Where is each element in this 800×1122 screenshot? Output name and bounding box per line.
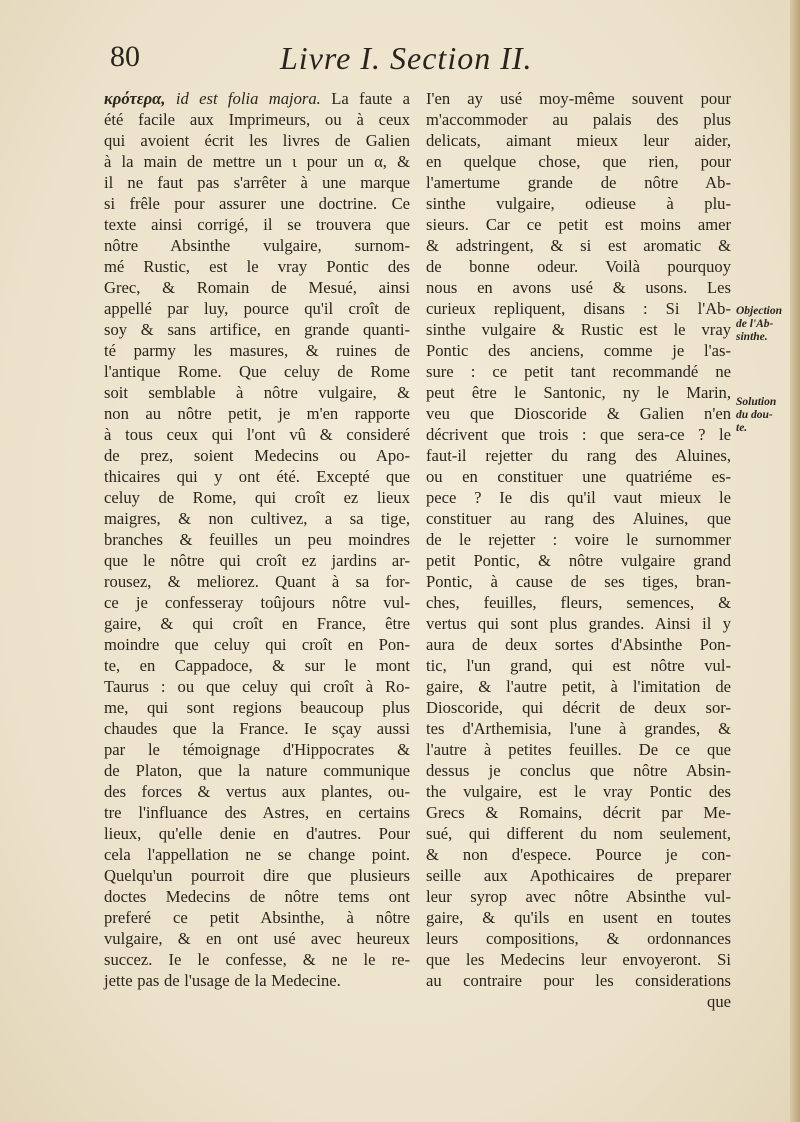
right-lines-line: au contraire pour les considerations bbox=[426, 971, 731, 990]
left-lines-line: texte ainsi corrigé, il se trouvera que bbox=[104, 215, 410, 234]
margin-note-objection-lines bbox=[736, 305, 796, 344]
left-lines-line: chaudes que la France. Ie sçay aussi bbox=[104, 719, 410, 738]
left-lines-line: succez. Ie le confesse, & ne le re- bbox=[104, 950, 410, 969]
right-lines-line: vertus qui sont plus grandes. Ainsi il y bbox=[426, 614, 731, 633]
left-lines-line: té parmy les masures, & ruines de bbox=[104, 341, 410, 360]
right-lines-line: m'accommoder au palais des plus bbox=[426, 110, 731, 129]
note1-line: de l'Ab- bbox=[736, 318, 774, 330]
left-lines-line: à la main de mettre un ι pour un α, & bbox=[104, 152, 410, 171]
right-lines-line: sué, qui different du nom seulement, bbox=[426, 824, 731, 843]
left-column-lines bbox=[104, 109, 410, 991]
right-lines-line: pece ? Ie dis qu'il vaut mieux le bbox=[426, 488, 731, 507]
left-lines-line: cela l'appellation ne se change point. bbox=[104, 845, 410, 864]
right-lines-line: leurs compositions, & ordonnances bbox=[426, 929, 731, 948]
right-lines-line: ou en constituer une quatriéme es- bbox=[426, 467, 731, 486]
left-lines-line: par le témoignage d'Hippocrates & bbox=[104, 740, 410, 759]
right-lines-line: delicats, aimant mieux leur aider, bbox=[426, 131, 731, 150]
left-lines-line: te, en Cappadoce, & sur le mont bbox=[104, 656, 410, 675]
margin-note-solution-lines bbox=[736, 396, 796, 435]
left-lines-line: branches & feuilles un peu moindres bbox=[104, 530, 410, 549]
left-lines-line: mé Rustic, est le vray Pontic des bbox=[104, 257, 410, 276]
right-lines-line: peut être le Santonic, ny le Marin, bbox=[426, 383, 731, 402]
catchword: que bbox=[707, 992, 731, 1011]
latin-gloss: id est folia majora. bbox=[175, 89, 321, 108]
right-lines-line: que les Medecins leur envoyeront. Si bbox=[426, 950, 731, 969]
right-lines-line: veu que Dioscoride & Galien n'en bbox=[426, 404, 731, 423]
right-lines-line: petit Pontic, & nôtre vulgaire grand bbox=[426, 551, 731, 570]
left-lines-line: à tous ceux qui l'ont vû & consideré bbox=[104, 425, 410, 444]
right-lines-line: ches, feuilles, fleurs, semences, & bbox=[426, 593, 731, 612]
left-lines-line: celuy de Rome, qui croît ez lieux bbox=[104, 488, 410, 507]
left-lines-line: des forces & vertus aux plantes, ou- bbox=[104, 782, 410, 801]
right-lines-line: Grecs & Romains, décrit par Me- bbox=[426, 803, 731, 822]
right-lines-line: de le rejetter : voire le surnommer bbox=[426, 530, 731, 549]
left-lines-line: tre l'influance des Astres, en certains bbox=[104, 803, 410, 822]
right-lines-line: Pontic, à cause de ses tiges, bran- bbox=[426, 572, 731, 591]
right-lines-line: sure : ce petit tant recommandé ne bbox=[426, 362, 731, 381]
right-lines-line: faut-il rejetter du rang des Aluines, bbox=[426, 446, 731, 465]
right-lines-line: Pontic des anciens, comme je l'as- bbox=[426, 341, 731, 360]
left-lines-line: rousez, & meliorez. Quant à sa for- bbox=[104, 572, 410, 591]
right-lines-line: I'en ay usé moy-même souvent pour bbox=[426, 89, 731, 108]
note2-line: te. bbox=[736, 422, 748, 434]
greek-word: κρότερα, bbox=[104, 89, 166, 108]
right-lines-line: constituer au rang des Aluines, que bbox=[426, 509, 731, 528]
right-lines-line: tic, l'un grand, qui est nôtre vul- bbox=[426, 656, 731, 675]
left-lines-line: que le nôtre qui croît ez jardins ar- bbox=[104, 551, 410, 570]
left-lines-line: lieux, qu'elle denie en d'autres. Pour bbox=[104, 824, 410, 843]
left-lines-line: Quelqu'un pourroit dire que plusieurs bbox=[104, 866, 410, 885]
right-lines-line: nous en avons usé & usons. Les bbox=[426, 278, 731, 297]
right-lines-line: l'autre à petites feuilles. De ce que bbox=[426, 740, 731, 759]
margin-note-objection bbox=[736, 305, 796, 344]
page-number: 80 bbox=[110, 40, 140, 73]
note1-line: sinthe. bbox=[736, 331, 768, 343]
running-head: Livre I. Section II. bbox=[280, 40, 533, 76]
left-lines-line: Taurus : ou que celuy qui croît à Ro- bbox=[104, 677, 410, 696]
right-lines-line: & adstringent, & si est aromatic & bbox=[426, 236, 731, 255]
right-lines-line: & non d'espece. Pource je con- bbox=[426, 845, 731, 864]
left-lines-line: ce je confesseray toûjours nôtre vul- bbox=[104, 593, 410, 612]
right-lines-line: l'amertume grande de nôtre Ab- bbox=[426, 173, 731, 192]
page-header bbox=[100, 40, 740, 84]
note2-line: du dou- bbox=[736, 409, 773, 421]
note1-line: Objection bbox=[736, 305, 782, 317]
left-lines-line: nôtre Absinthe vulgaire, surnom- bbox=[104, 236, 410, 255]
right-lines-line: sieurs. Car ce petit est moins amer bbox=[426, 215, 731, 234]
right-lines-line: sinthe vulgaire & Rustic est le vray bbox=[426, 320, 731, 339]
left-lines-line: doctes Medecins de nôtre tems ont bbox=[104, 887, 410, 906]
left-lines-line: moindre que celuy qui croît en Pon- bbox=[104, 635, 410, 654]
right-lines-line: tes d'Arthemisia, l'une à grandes, & bbox=[426, 719, 731, 738]
right-lines-line: Dioscoride, qui décrit de deux sor- bbox=[426, 698, 731, 717]
right-lines-line: de bonne odeur. Voilà pourquoy bbox=[426, 257, 731, 276]
left-lines-line: non au nôtre petit, je m'en rapporte bbox=[104, 404, 410, 423]
left-column bbox=[104, 88, 410, 991]
left-lines-line: de prez, soient Medecins ou Apo- bbox=[104, 446, 410, 465]
left-lines-line: l'antique Rome. Que celuy de Rome bbox=[104, 362, 410, 381]
note2-line: Solution bbox=[736, 396, 777, 408]
left-lines-line: appellé par luy, pource qu'il croît de bbox=[104, 299, 410, 318]
right-lines-line: décrivent que trois : que sera-ce ? le bbox=[426, 425, 731, 444]
right-column bbox=[426, 88, 731, 1012]
left-lines-line: soy & sans artifice, en grande quanti- bbox=[104, 320, 410, 339]
left-lines-line: thicaires qui y ont été. Excepté que bbox=[104, 467, 410, 486]
right-lines-line: gaire, & qu'ils en usent en toutes bbox=[426, 908, 731, 927]
left-lines-line: si frêle pour assurer une doctrine. Ce bbox=[104, 194, 410, 213]
left-line-first bbox=[104, 88, 410, 109]
left-lines-line: été facile aux Imprimeurs, ou à ceux bbox=[104, 110, 410, 129]
right-lines-line: en quelque chose, que rien, pour bbox=[426, 152, 731, 171]
right-lines-line: the vulgaire, est le vray Pontic des bbox=[426, 782, 731, 801]
left-lines-line: jette pas de l'usage de la Medecine. bbox=[104, 971, 341, 990]
left-lines-line: vulgaire, & en ont usé avec heureux bbox=[104, 929, 410, 948]
left-lines-line: de Platon, que la nature communique bbox=[104, 761, 410, 780]
right-lines-line: seille aux Apothicaires de preparer bbox=[426, 866, 731, 885]
right-column-lines bbox=[426, 88, 731, 991]
right-lines-line: leur syrop avec nôtre Absinthe vul- bbox=[426, 887, 731, 906]
left-lines-line: maigres, & non cultivez, a sa tige, bbox=[104, 509, 410, 528]
left-lines-line: il ne faut pas s'arrêter à une marque bbox=[104, 173, 410, 192]
right-lines-line: gaire, & l'autre petit, à l'imitation de bbox=[426, 677, 731, 696]
right-lines-line: sinthe vulgaire, odieuse à plu- bbox=[426, 194, 731, 213]
left-lines-line: preferé ce petit Absinthe, à nôtre bbox=[104, 908, 410, 927]
left-lines-line: Grec, & Romain de Mesué, ainsi bbox=[104, 278, 410, 297]
right-lines-line: aura de deux sortes d'Absinthe Pon- bbox=[426, 635, 731, 654]
right-lines-line: dessus je conclus que nôtre Absin- bbox=[426, 761, 731, 780]
left-lines-line: gaire, & qui croît en France, être bbox=[104, 614, 410, 633]
page-spine-edge bbox=[790, 0, 800, 1122]
first-line-rest: La faute a bbox=[331, 89, 411, 108]
left-lines-line: soit semblable à nôtre vulgaire, & bbox=[104, 383, 410, 402]
left-lines-line: me, qui sont regions beaucoup plus bbox=[104, 698, 410, 717]
margin-note-solution bbox=[736, 396, 796, 435]
left-lines-line: qui avoient écrit les livres de Galien bbox=[104, 131, 410, 150]
right-lines-line: curieux repliquent, disans : Si l'Ab- bbox=[426, 299, 731, 318]
